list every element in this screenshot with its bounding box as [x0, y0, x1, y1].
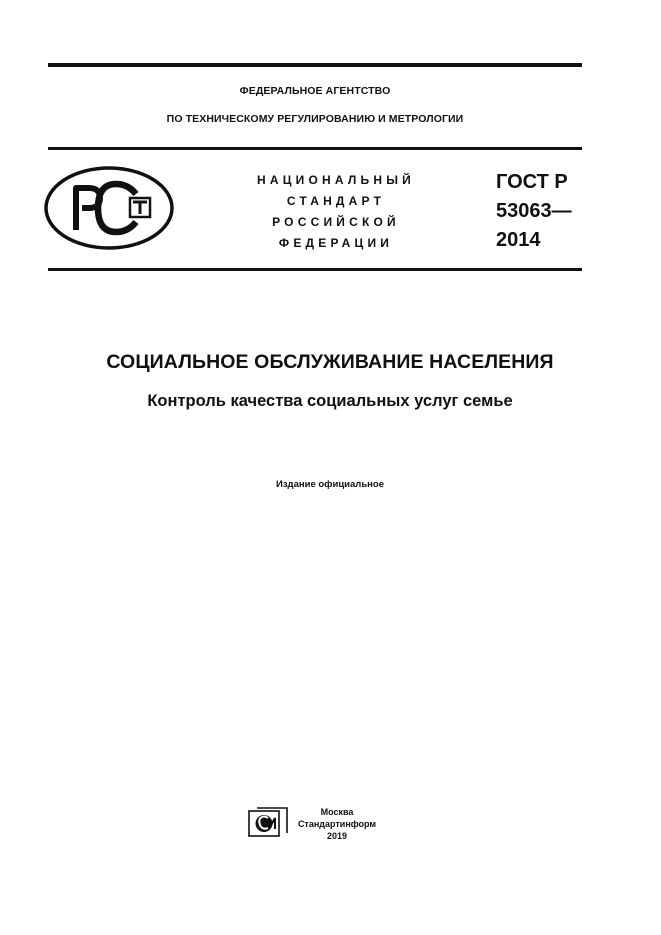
standard-number-line: 2014: [496, 229, 541, 251]
document-title: СОЦИАЛЬНОЕ ОБСЛУЖИВАНИЕ НАСЕЛЕНИЯ: [106, 351, 554, 373]
publisher-city: Москва: [320, 807, 354, 817]
publisher-name: Стандартинформ: [297, 819, 377, 829]
standard-type-line: НАЦИОНАЛЬНЫЙ: [256, 173, 416, 187]
edition-note: Издание официальное: [276, 479, 384, 490]
standard-type: [236, 170, 436, 254]
standard-type-line: СТАНДАРТ: [286, 194, 386, 208]
publisher-block: [296, 806, 378, 842]
agency-name-line-1: ФЕДЕРАЛЬНОЕ АГЕНТСТВО: [239, 85, 391, 97]
middle-rule: [48, 147, 582, 150]
standard-number: [496, 168, 572, 255]
publication-year: 2019: [326, 831, 348, 841]
top-rule: [48, 63, 582, 67]
standard-number-line: 53063—: [496, 200, 572, 222]
bottom-rule: [48, 268, 582, 271]
document-subtitle: Контроль качества социальных услуг семье: [147, 392, 513, 410]
rst-certification-emblem-icon: [44, 166, 174, 250]
standard-type-line: РОССИЙСКОЙ: [272, 215, 400, 229]
standartinform-logo-icon: [248, 806, 288, 838]
agency-name-line-2: ПО ТЕХНИЧЕСКОМУ РЕГУЛИРОВАНИЮ И МЕТРОЛОГИИ: [166, 113, 464, 125]
standard-number-line: ГОСТ Р: [496, 171, 568, 193]
standard-type-line: ФЕДЕРАЦИИ: [278, 236, 394, 250]
